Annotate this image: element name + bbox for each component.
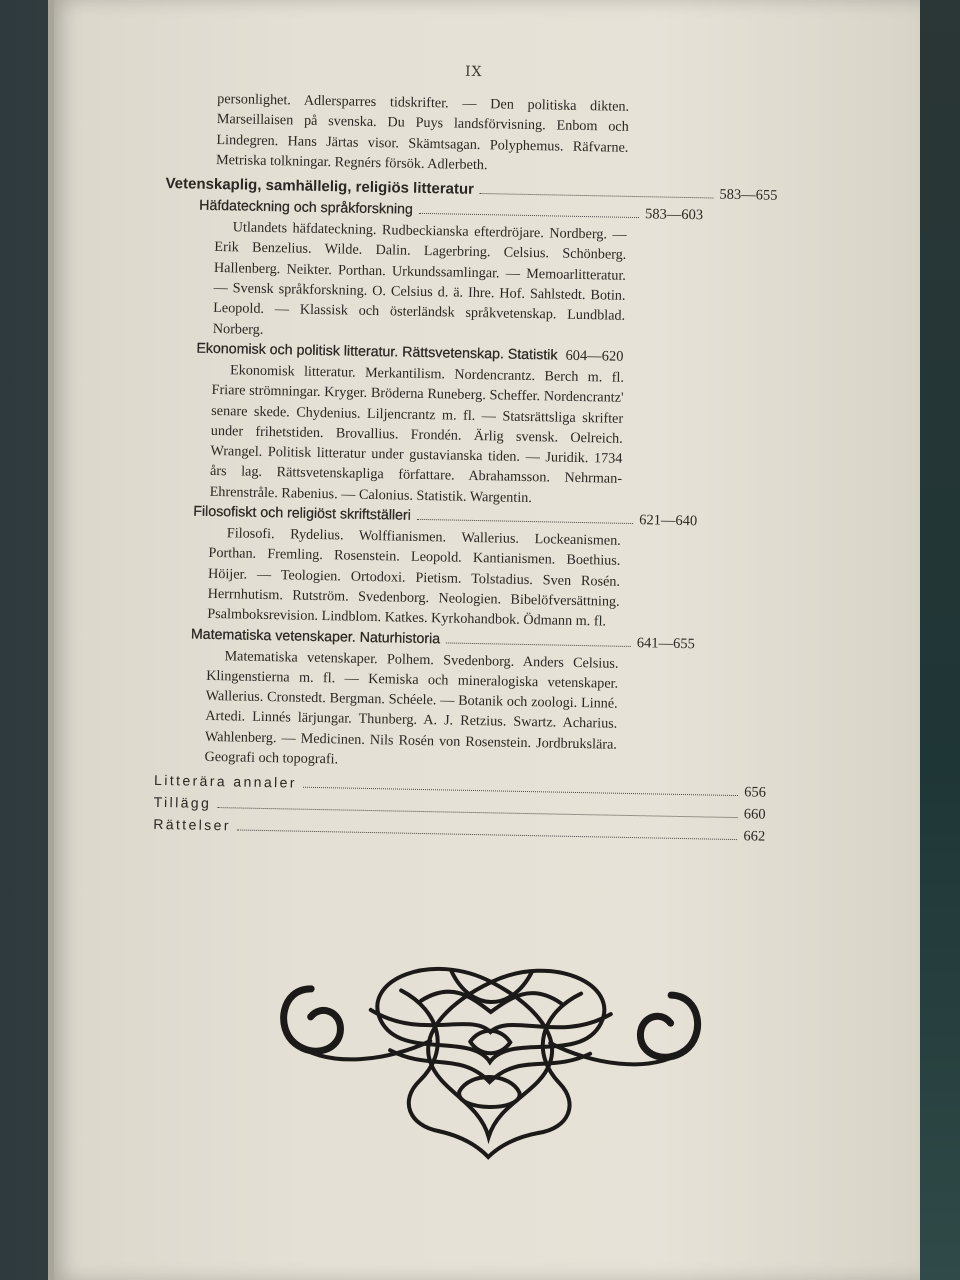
subsection-text: Ekonomisk litteratur. Merkantilism. Nordencrantz. Berch m. fl. Friare strömningar. Kryger. Bröderna Runeberg. Scheffer. Nordencrantz' senare skede. Chydenius. Liljencrantz m. fl. — Statsrättsliga skrifter under frihetstiden. Brovallius. Frondén. Ärlig svensk. Oelreich. Wrangel. Politisk litteratur under gustavianska tiden. — Juridik. 1734 års lag. Rättsvetenskapliga författare. Abrahamsson. Nehrman-Ehrenstråle. Rabenius. — Calonius. Statistik. Wargentin. <box>209 362 625 506</box>
dot-leader <box>446 642 631 647</box>
subsection-pages: 583—603 <box>644 206 704 224</box>
dot-leader <box>419 213 639 218</box>
dot-leader <box>417 519 633 524</box>
intro-paragraph: personlighet. Adlersparres tidskrifter. — Den politiska dikten. Marseillaisen på svenska. Du Puys landsförvisning. Enbom och Lindegren. Hans Järtas visor. Skämtsagan. Polyphemus. Räfvarne. Metriska tolkningar. Regnérs försök. Adlerbeth. <box>215 90 630 174</box>
dot-leader <box>480 193 714 198</box>
main-section-pages: 583—655 <box>719 186 778 204</box>
subsection-title: Filosofiskt och religiöst skriftställeri <box>193 503 412 524</box>
end-entry-page: 662 <box>743 828 766 845</box>
subsection-pages: 604—620 <box>565 347 624 365</box>
end-entry-page: 656 <box>744 784 767 801</box>
subsection-text: Utlandets häfdateckning. Rudbeckianska efterdröjare. Nordberg. — Erik Benzelius. Wilde. Dalin. Lagerbring. Celsius. Schönberg. Hallenberg. Neikter. Porthan. Urkundssamlingar. — Memoarlitteratur. — Svensk språkforskning. O. Celsius d. ä. Ihre. Hof. Sahlstedt. Botin. Leopold. — Klassisk och österländsk språkvetenskap. Lundblad. Norberg. <box>212 219 627 338</box>
end-entry-title: Litterära annaler <box>153 772 298 791</box>
calligraphic-ornament-icon <box>268 948 712 1166</box>
subsection-text: Matematiska vetenskaper. Polhem. Svedenborg. Anders Celsius. Klingenstierna m. fl. — Kemiska och mineralogiska vetenskaper. Wallerius. Cronstedt. Bergman. Schéele. — Botanik och zoologi. Linné. Artedi. Linnés lärjungar. Thunberg. A. J. Retzius. Swartz. Acharius. Wahlenberg. — Medicinen. Nils Rosén von Rosenstein. Jordbrukslära. Geografi och topografi. <box>204 647 619 768</box>
subsection-pages: 641—655 <box>636 634 696 652</box>
main-section-title: Vetenskaplig, samhällelig, religiös litteratur <box>165 175 475 199</box>
page-edge <box>48 0 54 1280</box>
dot-leader <box>237 830 738 841</box>
subsection-pages: 621—640 <box>639 512 698 530</box>
dot-leader <box>303 787 738 796</box>
end-entry-title: Tillägg <box>153 794 212 812</box>
subsection-title: Ekonomisk och politisk litteratur. Rättsvetenskap. Statistik <box>196 340 558 364</box>
page-number: IX <box>464 63 483 81</box>
end-entry-page: 660 <box>743 806 766 823</box>
subsection-title: Matematiska vetenskaper. Naturhistoria <box>190 626 441 647</box>
end-entry-title: Rättelser <box>153 816 232 834</box>
background-fabric <box>920 0 960 1280</box>
table-of-contents <box>153 58 780 848</box>
subsection-text: Filosofi. Rydelius. Wolffianismen. Wallerius. Lockeanismen. Porthan. Fremling. Rosenstein. Leopold. Kantianismen. Boethius. Höijer. — Teologien. Ortodoxi. Pietism. Tolstadius. Sven Rosén. Herrnhutism. Rutström. Svedenborg. Neologien. Bibelöfversättning. Psalmboksrevision. Lindblom. Katkes. Kyrkohandbok. Ödmann m. fl. <box>207 525 621 630</box>
subsection-title: Häfdateckning och språkforskning <box>199 197 414 218</box>
